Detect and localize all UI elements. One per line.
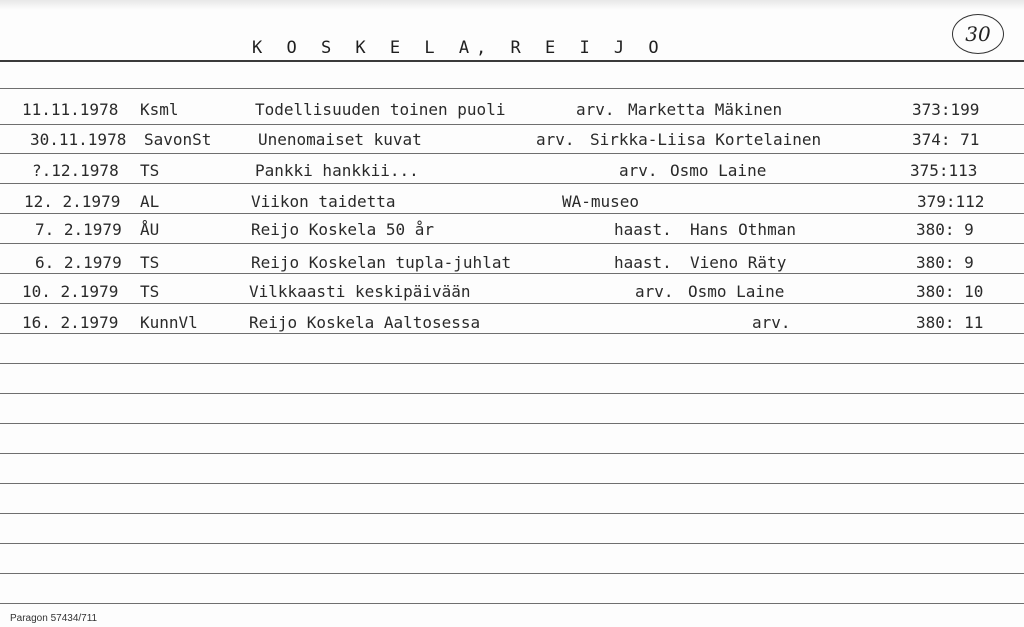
card-print-code: Paragon 57434/711 (10, 613, 98, 624)
entry-role: arv. (536, 130, 575, 149)
entry-title: Viikon taidetta (251, 192, 396, 211)
entry-source: TS (140, 161, 160, 180)
ruled-line (0, 483, 1024, 484)
entry-source: KunnVl (140, 313, 198, 332)
entry-title: Reijo Koskela 50 år (251, 220, 435, 239)
entry-role: haast. (614, 253, 672, 272)
ruled-line (0, 603, 1024, 604)
entry-date: 6. 2.1979 (35, 253, 122, 272)
ruled-line (0, 543, 1024, 544)
entry-row (0, 161, 1024, 191)
entry-ref: 380: 10 (916, 282, 984, 301)
entry-title: Todellisuuden toinen puoli (255, 100, 506, 119)
entry-role: arv. (752, 313, 791, 332)
ruled-line (0, 88, 1024, 89)
ruled-line (0, 573, 1024, 574)
entry-date: 12. 2.1979 (24, 192, 121, 211)
entry-role: arv. (635, 282, 674, 301)
entry-person: Osmo Laine (688, 282, 785, 301)
entry-ref: 380: 9 (916, 220, 974, 239)
entry-person: Hans Othman (690, 220, 796, 239)
entry-source: SavonSt (144, 130, 212, 149)
entry-role: WA-museo (562, 192, 640, 211)
entry-title: Pankki hankkii... (255, 161, 419, 180)
ruled-line (0, 453, 1024, 454)
entry-person: Marketta Mäkinen (628, 100, 783, 119)
card-name-heading: K O S K E L A, R E I J O (252, 38, 666, 58)
entry-date: 10. 2.1979 (22, 282, 119, 301)
entry-row (0, 313, 1024, 343)
entry-date: 11.11.1978 (22, 100, 119, 119)
entry-source: AL (140, 192, 160, 211)
entry-ref: 375:113 (910, 161, 978, 180)
entry-row (0, 253, 1024, 283)
entry-date: 30.11.1978 (30, 130, 127, 149)
ruled-line (0, 393, 1024, 394)
header-rule (0, 60, 1024, 62)
entry-title: Vilkkaasti keskipäivään (249, 282, 471, 301)
ruled-line (0, 513, 1024, 514)
entry-source: ÅU (140, 220, 160, 239)
entry-person: Sirkka-Liisa Kortelainen (590, 130, 822, 149)
entry-date: 16. 2.1979 (22, 313, 119, 332)
card-number-circle: 30 (952, 14, 1004, 54)
entry-source: Ksml (140, 100, 179, 119)
entry-ref: 373:199 (912, 100, 980, 119)
entry-source: TS (140, 253, 160, 272)
entry-source: TS (140, 282, 160, 301)
entry-date: 7. 2.1979 (35, 220, 122, 239)
entry-role: arv. (619, 161, 658, 180)
entry-row (0, 130, 1024, 160)
entry-row (0, 220, 1024, 250)
entry-person: Osmo Laine (670, 161, 767, 180)
entry-row (0, 282, 1024, 312)
ruled-line (0, 423, 1024, 424)
entry-ref: 379:112 (917, 192, 985, 211)
entry-role: haast. (614, 220, 672, 239)
entry-ref: 380: 11 (916, 313, 984, 332)
entry-date: ?.12.1978 (32, 161, 119, 180)
entry-ref: 380: 9 (916, 253, 974, 272)
card-top-edge (0, 0, 1024, 10)
entry-title: Unenomaiset kuvat (258, 130, 422, 149)
entry-row (0, 192, 1024, 222)
entry-role: arv. (576, 100, 615, 119)
entry-person: Vieno Räty (690, 253, 787, 272)
entry-title: Reijo Koskela Aaltosessa (249, 313, 481, 332)
ruled-line (0, 363, 1024, 364)
entry-ref: 374: 71 (912, 130, 980, 149)
entry-title: Reijo Koskelan tupla-juhlat (251, 253, 512, 272)
entry-row (0, 100, 1024, 130)
